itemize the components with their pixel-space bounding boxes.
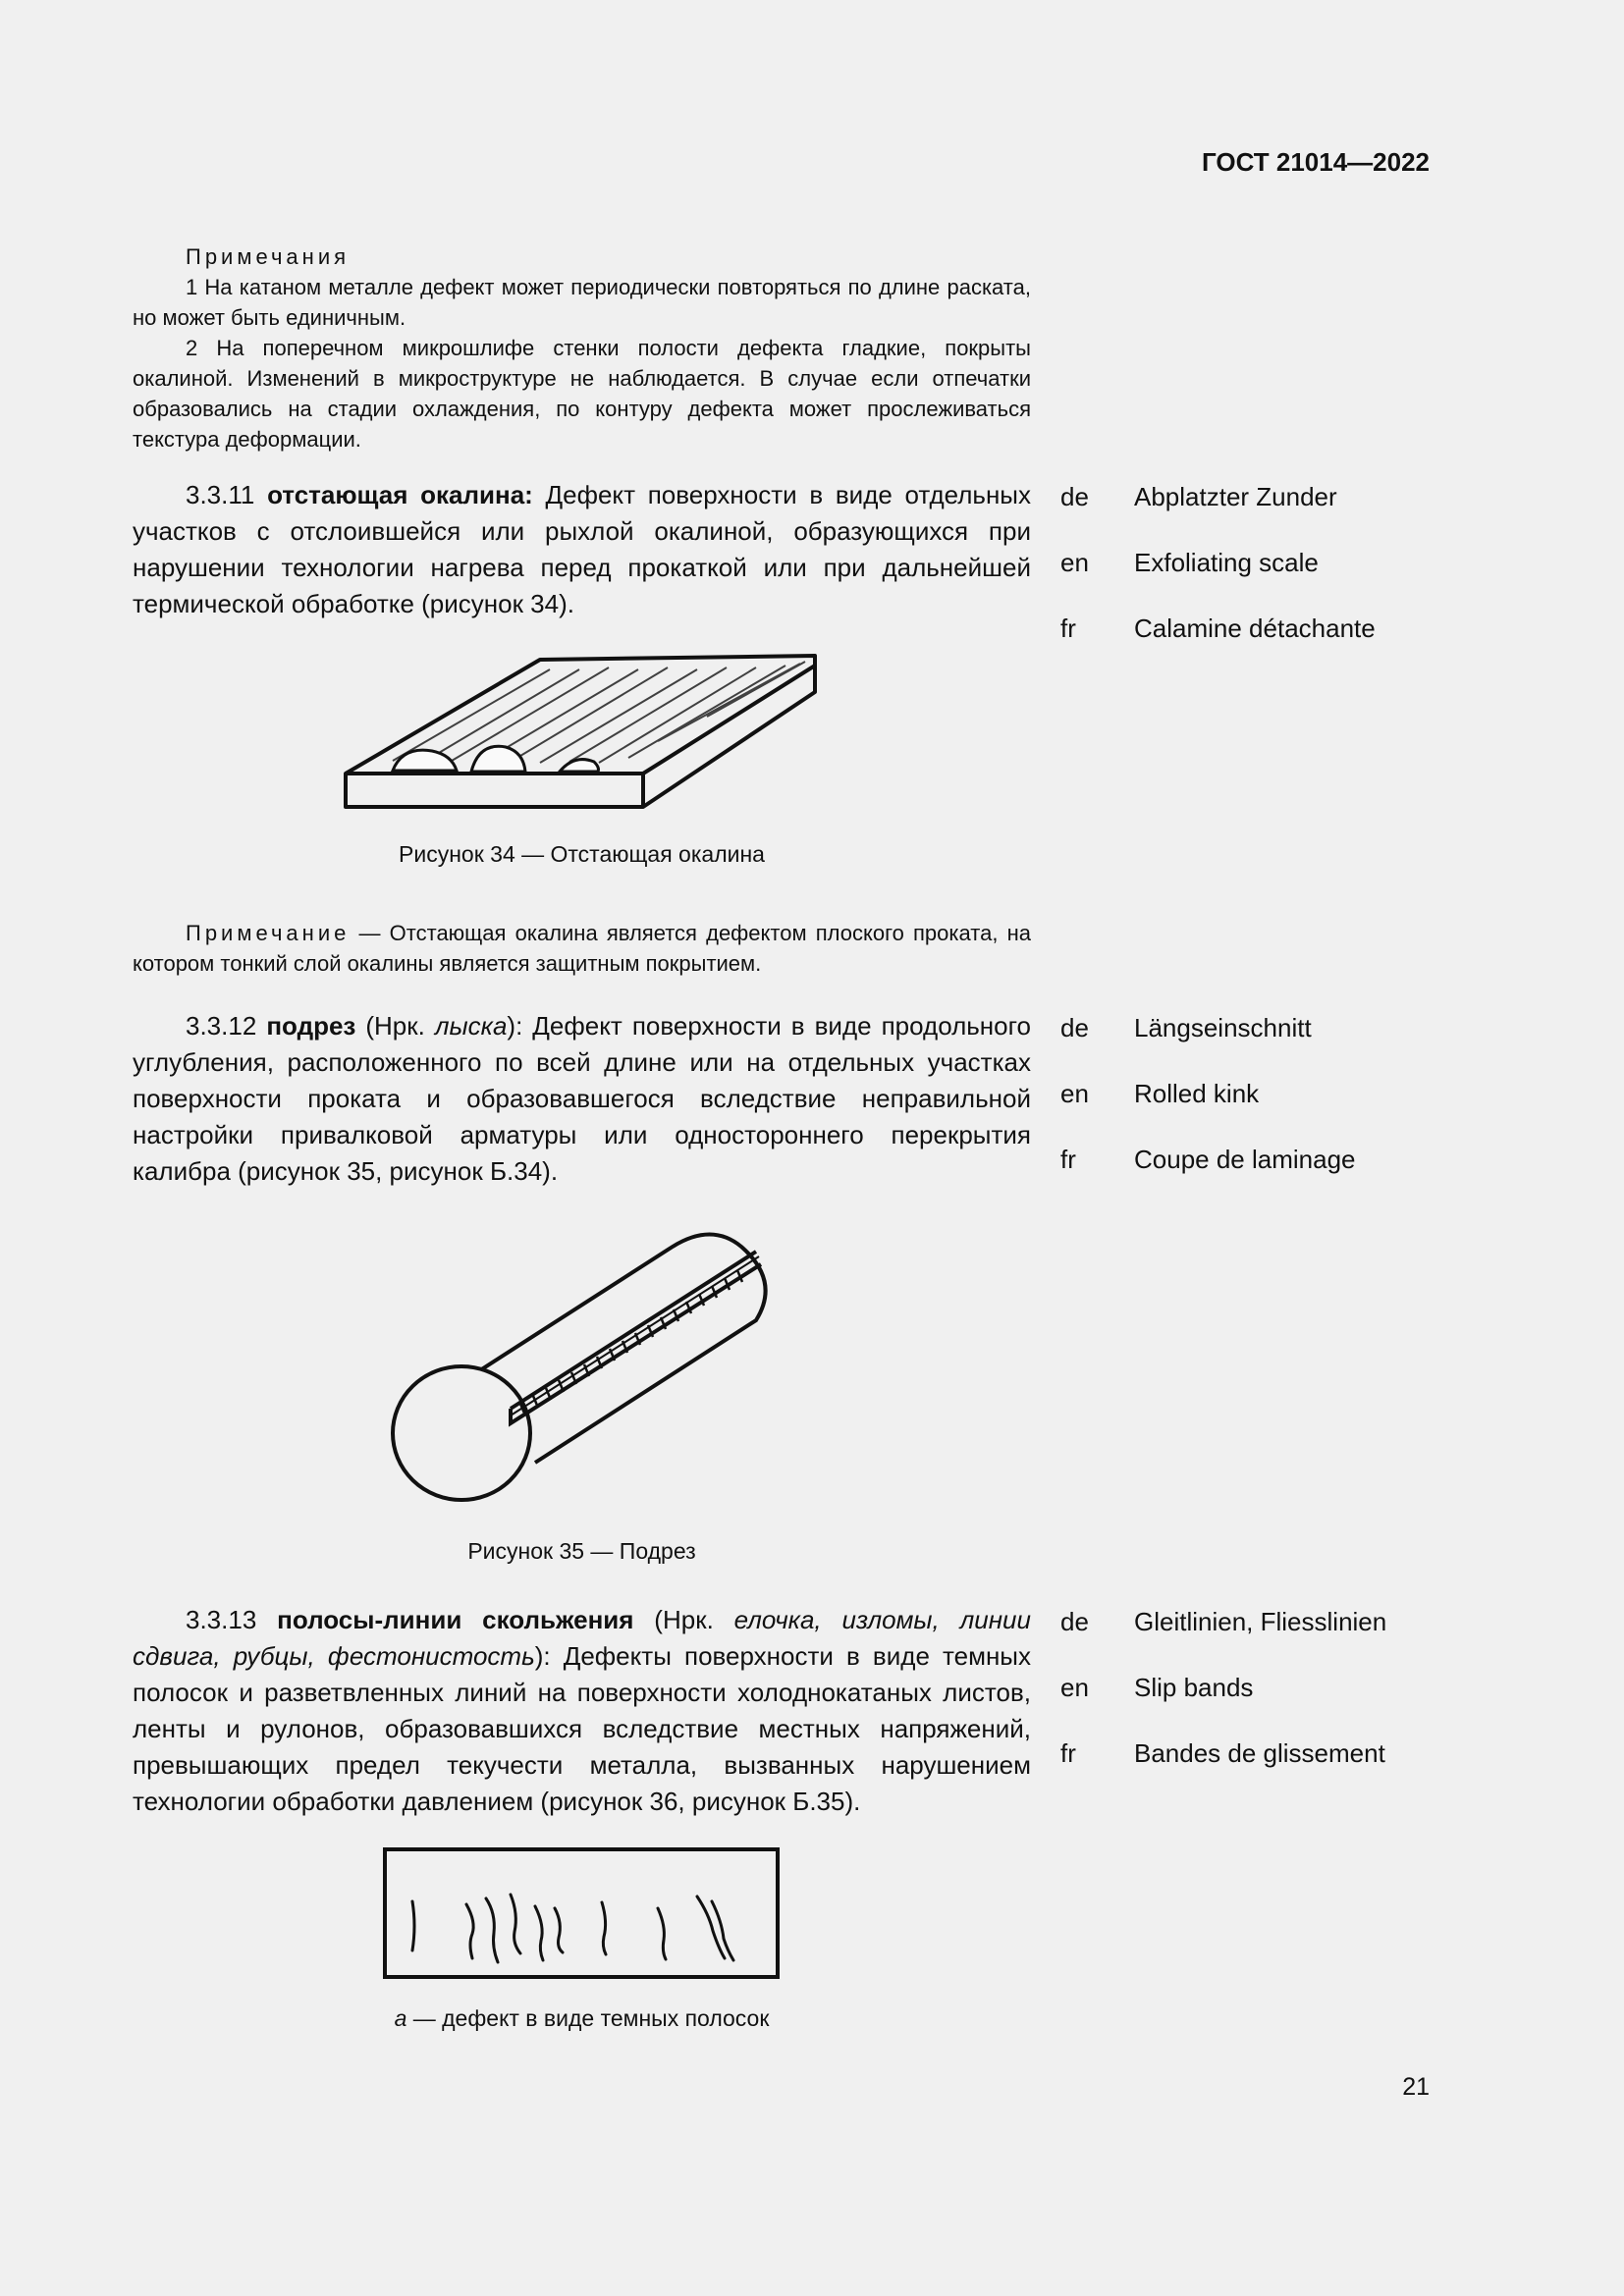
lang-code: fr [1060,614,1076,643]
translation: Gleitlinien, Fliesslinien [1134,1607,1387,1636]
term-definition: ): Дефект поверхности в виде продольного углубления, расположенного по всей длине или на отдельных участках поверхности проката и образовавшегося вследствие неправильной настройки привалковой арматуры или одностороннего перекрытия калибра (рисунок 35, рисунок Б.34). [133,1011,1031,1186]
translations-3-3-13 [1060,1604,1453,1772]
section-number: 3.3.11 [186,480,255,509]
term-title: полосы-линии скольжения [277,1605,634,1634]
subfigure-letter: а [394,2005,407,2031]
figure-35-rolled-kink-drawing [378,1217,790,1531]
notes-heading: Примечания [186,244,351,269]
figure-34-exfoliating-scale-drawing [334,648,844,815]
note-label: Примечание [186,921,351,945]
lang-code: en [1060,1673,1089,1702]
lang-code: de [1060,1013,1089,1042]
note-item: 1 На катаном металле дефект может периодически повторяться по длине раската, но может быть единичным. [133,275,1031,330]
nrk-prefix: (Нрк. [355,1011,435,1041]
page-number: 21 [1402,2073,1430,2101]
section-number: 3.3.13 [186,1605,257,1634]
figure-36a-caption [133,2005,1031,2032]
notes-block [133,241,1031,454]
term-title: подрез [266,1011,356,1041]
nrk-prefix: (Нрк. [633,1605,734,1634]
translation: Abplatzter Zunder [1134,482,1337,511]
lang-code: fr [1060,1738,1076,1768]
nrk-term: елочка, изломы, линии сдвига, рубцы, фестонистость [133,1605,1031,1671]
document-standard-number: ГОСТ 21014—2022 [1202,147,1430,177]
term-definition: ): Дефекты поверхности в виде темных полосок и разветвленных линий на поверхности холоднокатаных листов, ленты и рулонов, образовавшихся вследствие местных напряжений, превышающих предел текучести металла, вызванных нарушением технологии обработки давлением (рисунок 36, рисунок Б.35). [133,1641,1031,1816]
translation: Bandes de glissement [1134,1738,1385,1768]
section-3-3-13 [133,1602,1031,1820]
term-definition: Дефект поверхности в виде отдельных участков с отслоившейся или рыхлой окалиной, образующихся при нарушении технологии нагрева перед прокаткой или при дальнейшей термической обработке (рисунок 34). [133,480,1031,618]
section-number: 3.3.12 [186,1011,257,1041]
translation: Längseinschnitt [1134,1013,1312,1042]
lang-code: en [1060,1079,1089,1108]
lang-code: de [1060,1607,1089,1636]
lang-code: en [1060,548,1089,577]
translation: Calamine détachante [1134,614,1376,643]
note-after-figure-34 [133,918,1031,979]
lang-code: de [1060,482,1089,511]
translations-3-3-11 [1060,479,1453,647]
section-3-3-11 [133,477,1031,622]
translation: Exfoliating scale [1134,548,1319,577]
term-title: отстающая окалина: [267,480,533,509]
nrk-term: лыска [434,1011,508,1041]
note-text: — Отстающая окалина является дефектом плоского проката, на котором тонкий слой окалины является защитным покрытием. [133,921,1031,976]
figure-35-caption: Рисунок 35 — Подрез [467,1538,696,1564]
figure-36a-slip-bands-drawing [383,1847,781,1980]
subfigure-caption: — дефект в виде темных полосок [406,2005,770,2031]
translation: Rolled kink [1134,1079,1260,1108]
section-3-3-12 [133,1008,1031,1190]
lang-code: fr [1060,1145,1076,1174]
figure-34-caption: Рисунок 34 — Отстающая окалина [399,841,765,867]
translations-3-3-12 [1060,1010,1453,1178]
translation: Slip bands [1134,1673,1254,1702]
note-item: 2 На поперечном микрошлифе стенки полости дефекта гладкие, покрыты окалиной. Изменений в микроструктуре не наблюдается. В случае если отпечатки образовались на стадии охлаждения, по контуру дефекта может прослеживаться текстура деформации. [133,336,1031,452]
translation: Coupe de laminage [1134,1145,1356,1174]
